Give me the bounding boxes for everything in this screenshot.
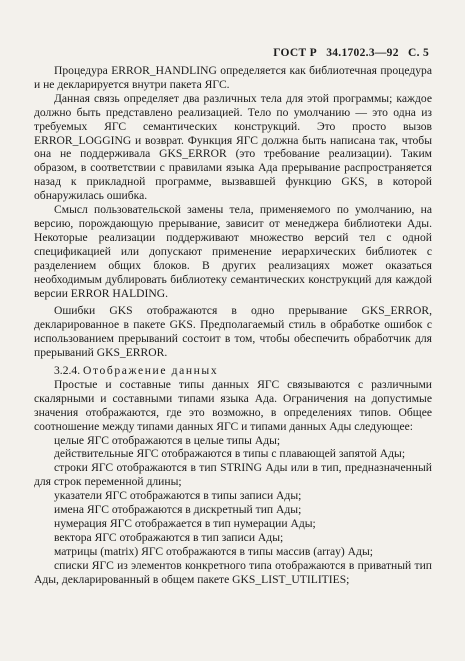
document-body	[34, 64, 432, 587]
paragraph: Простые и составные типы данных ЯГС связываются с различными скалярными и составными типами языка Ада. Ограничения на допустимые значения отображаются, где это возможно, в определениях типов. Общее соотношение между типами данных ЯГС и типами данных Ады следующее:	[34, 377, 432, 433]
list-item: указатели ЯГС отображаются в типы записи Ады;	[54, 489, 302, 503]
list-item: списки ЯГС из элементов конкретного типа отображаются в приватный тип Ады, декларированный в общем пакете GKS_LIST_UTILITIES;	[34, 558, 432, 586]
paragraph: Ошибки GKS отображаются в одно прерывание GKS_ERROR, декларированное в пакете GKS. Предполагаемый стиль в обработке ошибок с использованием прерываний состоит в том, чтобы обеспечить обработчик для прерываний GKS_ERROR.	[34, 304, 432, 360]
list-item: имена ЯГС отображаются в дискретный тип Ады;	[54, 503, 302, 517]
section-number: 3.2.4.	[54, 364, 81, 378]
list-item: целые ЯГС отображаются в целые типы Ады;	[54, 433, 281, 447]
page-number: С. 5	[407, 47, 429, 59]
list-item: строки ЯГС отображаются в тип STRING Ады или в тип, предназначенный для строк переменной длины;	[34, 461, 432, 489]
paragraph: Данная связь определяет два различных тела для этой программы; каждое должно быть представлено реализацией. Тело по умолчанию — это одна из требуемых ЯГС семантических конструкций. Это просто вызов ERROR_LOGGING и возврат. Функция ЯГС должна быть написана так, чтобы она не поддерживала GKS_ERROR (это требование реализации). Таким образом, в соответствии с правилами языка Ада прерывание распространяется назад к прикладной программе, вызвавшей функцию GKS, в которой обнаружилась ошибка.	[34, 91, 432, 203]
standard-number: 34.1702.3—92	[326, 47, 399, 59]
section-title: Отображение данных	[83, 364, 219, 378]
paragraph: Процедура ERROR_HANDLING определяется как библиотечная процедура и не декларируется внутри пакета ЯГС.	[34, 64, 432, 91]
list-item: действительные ЯГС отображаются в типы с плавающей запятой Ады;	[54, 447, 406, 461]
list-item: нумерация ЯГС отображается в тип нумерации Ады;	[54, 517, 316, 530]
list-item: вектора ЯГС отображаются в тип записи Ады;	[54, 530, 284, 544]
section-heading	[34, 364, 432, 378]
list-item: матрицы (matrix) ЯГС отображаются в типы массив (array) Ады;	[54, 544, 373, 558]
page-header	[267, 47, 429, 59]
paragraph: Смысл пользовательской замены тела, применяемого по умолчанию, на версию, порождающую прерывание, зависит от менеджера библиотеки Ады. Некоторые реализации поддерживают множество версий тел с одной спецификацией или допускают применение иерархических библиотек с разделением общих блоков. В других реализациях может оказаться необходимым дублировать библиотеку семантических конструкций для каждой версии ERROR HALDING.	[34, 203, 432, 300]
standard-label: ГОСТ Р	[273, 47, 317, 59]
